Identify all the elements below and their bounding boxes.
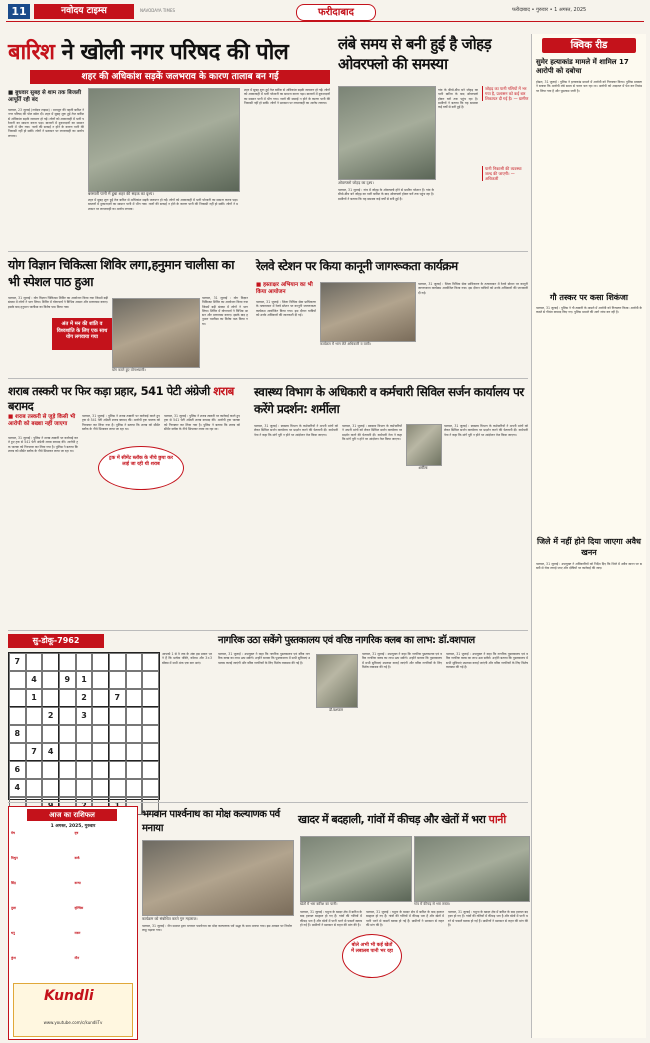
horoscope-date: 1 अगस्त, 2025, गुरुवार: [50, 824, 96, 829]
sudoku-cell: [109, 725, 126, 743]
divider-4: [8, 802, 528, 803]
liquor-bubble: ट्रक में सीमेंट ब्लॉक के नीचे छुपा कर लाई जा रही थी शराब: [98, 446, 184, 490]
yoga-body-col2: पलवल, 31 जुलाई : योग विज्ञान चिकित्सा शिविर का आयोजन किया गया जिसमें बड़ी संख्या में लोगों ने भाग लिया। शिविर में योगाचार्य ने विभिन्न आसन और प्राणायाम कराए। इसके बाद हनुमान चालीसा का विशेष पाठ किया गया।: [202, 296, 248, 326]
library-body: पलवल, 31 जुलाई : उपायुक्त ने कहा कि नागरिक पुस्तकालय एवं वरिष्ठ नागरिक क्लब का लाभ उठा सकेंगे। उन्होंने बताया कि पुस्तकालय में सभी सुविधाएं उपलब्ध कराई जाएंगी और वरिष्ठ नागरिकों के लिए विशेष व्यवस्था की गई है।: [218, 652, 310, 665]
library-photo-caption: डॉ.वशपाल: [329, 708, 343, 712]
sudoku-cell: [42, 761, 59, 779]
zodiac-sign: [75, 931, 136, 956]
lead-body-col1: पलवल, 23 जुलाई (नवोदय टाइम्स) : मानसून की पहली बारिश ने नगर परिषद की पोल खोल दी। शहर में सुबह शुरू हुई तेज बारिश से अधिकांश सड़कें जलमग्न हो गईं। लोगों को आवाजाही में भारी परेशानी का सामना करना पड़ा। बाजारों में दुकानदारों का सामान पानी में भीग गया। नालों की सफाई न होने के कारण पानी की निकासी नहीं हो सकी। लोगों ने प्रशासन पर लापरवाही का आरोप लगाया।: [8, 108, 84, 138]
zodiac-sign: [75, 881, 136, 906]
yoga-headline: योग विज्ञान चिकित्सा शिविर लगा,हनुमान चालीसा का भी स्पेशल पाठ हुआ: [8, 257, 234, 289]
sudoku-grid: [8, 652, 160, 800]
sudoku-cell: 1: [26, 689, 43, 707]
health-photo: [406, 424, 442, 466]
liquor-headline-end: बरामद: [8, 399, 34, 413]
sudoku-cell: [26, 725, 43, 743]
liquor-body-col3: पलवल, 31 जुलाई : पुलिस ने शराब तस्करी पर कार्रवाई करते हुए ट्रक से 541 पेटी अंग्रेजी शराब बरामद की। आरोपी ट्रक चालक को गिरफ्तार कर लिया गया है। पुलिस ने बताया कि शराब को सीमेंट ब्लॉक के नीचे छिपाकर लाया जा रहा था।: [164, 414, 240, 431]
zodiac-sign-name: सिंह: [11, 881, 16, 885]
sudoku-cell: [126, 671, 143, 689]
lead-headline: [8, 40, 330, 66]
sudoku-cell: [9, 671, 26, 689]
sudoku-cell: 8: [9, 725, 26, 743]
health-headline: स्वास्थ्य विभाग के अधिकारी व कर्मचारी सिविल सर्जन कार्यालय पर करेंगे प्रदर्शन: शर्मीला: [254, 385, 524, 416]
sudoku-cell: [92, 761, 109, 779]
zodiac-sign: [75, 856, 136, 881]
sudoku-cell: [92, 689, 109, 707]
sudoku-cell: [126, 743, 143, 761]
zodiac-sign: [11, 856, 72, 881]
sudoku-cell: [76, 743, 93, 761]
sudoku-cell: [109, 743, 126, 761]
railway-body-col2: पलवल, 31 जुलाई : जिला विधिक सेवा प्राधिकरण के तत्वावधान में रेलवे स्टेशन पर कानूनी जागरूकता कार्यक्रम आयोजित किया गया। इस दौरान यात्रियों को उनके अधिकारों की जानकारी दी गई।: [418, 282, 528, 295]
sudoku-cell: [26, 761, 43, 779]
lead-headline-rest: ने खोली नगर परिषद की पोल: [54, 40, 289, 65]
sudoku-cell: [42, 653, 59, 671]
flood-headline-text: खादर में बदहाली, गांवों में कीचड़ और खेतों में भरा: [298, 813, 489, 826]
zodiac-sign-name: कन्या: [74, 881, 81, 885]
zodiac-sign: [11, 881, 72, 906]
sudoku-cell: [126, 725, 143, 743]
health-body-col2: पलवल, 31 जुलाई : स्वास्थ्य विभाग के कर्मचारियों ने अपनी मांगों को लेकर सिविल सर्जन कार्यालय पर प्रदर्शन करने की चेतावनी दी। कर्मचारी नेता ने कहा कि मांगें पूरी न होने पर आंदोलन तेज किया जाएगा।: [342, 424, 402, 441]
zodiac-sign-name: धनु: [11, 931, 15, 935]
sudoku-cell: [9, 689, 26, 707]
liquor-kicker: ■ शराब तस्करी से जुड़े किसी भी आरोपी को बख्शा नहीं जाएगा: [8, 414, 76, 427]
flood-bubble: बोले अभी भी कई खेतों में लबालब पानी भर रहा: [342, 934, 402, 978]
sudoku-cell: [109, 707, 126, 725]
lead-body-col3: शहर में सुबह शुरू हुई तेज बारिश से अधिकांश सड़कें जलमग्न हो गईं। लोगों को आवाजाही में भारी परेशानी का सामना करना पड़ा। बाजारों में दुकानदारों का सामान पानी में भीग गया। नालों की सफाई न होने के कारण पानी की निकासी नहीं हो सकी। लोगों ने प्रशासन पर लापरवाही का आरोप लगाया।: [88, 198, 238, 211]
sudoku-cell: 4: [42, 743, 59, 761]
jain-body: पलवल, 31 जुलाई : जैन समाज द्वारा भगवान पार्श्वनाथ का मोक्ष कल्याणक पर्व श्रद्धा के साथ मनाया गया। इस अवसर पर निर्वाण लाडू चढ़ाया गया।: [142, 924, 292, 933]
flood-headline: [298, 812, 528, 827]
sudoku-cell: [59, 725, 76, 743]
sudoku-note: आपको 1 से 9 तक के अंक इस प्रकार भरने हैं कि प्रत्येक पंक्ति, कॉलम और 3×3 बॉक्स में सभी अंक एक बार आएं।: [162, 652, 212, 665]
johad-headline: लंबे समय से बनी हुई है जोहड़ ओवरफ्लो की समस्या: [338, 35, 492, 73]
flood-photo-1-caption: खेतों में भरा बारिश का पानी।: [300, 902, 338, 906]
sudoku-cell: [76, 653, 93, 671]
johad-body-col2: गांव के बीचो-बीच बने जोहड़ का पानी बारिश के बाद ओवरफ्लो होकर घरों तक पहुंच रहा है। ग्रामीणों ने बताया कि यह समस्या कई वर्षों से बनी हुई है।: [438, 88, 478, 110]
sudoku-cell: [92, 743, 109, 761]
zodiac-sign-name: मेष: [11, 831, 15, 835]
zodiac-sign-name: वृष: [74, 831, 79, 835]
sudoku-cell: [9, 707, 26, 725]
sudoku-cell: [59, 761, 76, 779]
johad-quote-1: जोहड़ का पानी गलियों में भर गया है, प्रशासन को कई बार शिकायत दी गई है। — ग्रामीण: [482, 86, 529, 101]
jain-photo-caption: कार्यक्रम को संबोधित करते गुरु महाराज।: [142, 916, 198, 921]
quick-story-2-title: गौ तस्कर पर कसा शिकंजा: [550, 293, 628, 302]
railway-kicker: ■ हस्ताक्षर अभियान का भी किया आयोजन: [256, 282, 313, 295]
liquor-body: पलवल, 31 जुलाई : पुलिस ने शराब तस्करी पर कार्रवाई करते हुए ट्रक से 541 पेटी अंग्रेजी शराब बरामद की। आरोपी ट्रक चालक को गिरफ्तार कर लिया गया है। पुलिस ने बताया कि शराब को सीमेंट ब्लॉक के नीचे छिपाकर लाया जा रहा था।: [8, 436, 78, 453]
railway-body: पलवल, 31 जुलाई : जिला विधिक सेवा प्राधिकरण के तत्वावधान में रेलवे स्टेशन पर कानूनी जागरूकता कार्यक्रम आयोजित किया गया। इस दौरान यात्रियों को उनके अधिकारों की जानकारी दी गई।: [256, 300, 316, 317]
sudoku-cell: [92, 779, 109, 797]
railway-photo-caption: कार्यक्रम में भाग लेते अधिकारी व यात्री।: [320, 342, 371, 346]
horoscope-header: आज का राशिफल: [27, 809, 117, 821]
sudoku-cell: [109, 653, 126, 671]
sudoku-cell: 7: [26, 743, 43, 761]
quick-story-1-body: होडल, 31 जुलाई : पुलिस ने हत्याकांड मामले में आरोपी को गिरफ्तार किया। पुलिस प्रवक्ता ने बताया कि आरोपी लंबे समय से फरार चल रहा था। आरोपी को अदालत में पेश कर रिमांड पर लिया गया है और पूछताछ जारी है।: [536, 80, 642, 93]
flood-photo-2-caption: गांव में कीचड़ से भरा रास्ता।: [414, 902, 451, 906]
sudoku-cell: [109, 779, 126, 797]
sudoku-cell: [92, 707, 109, 725]
zodiac-sign: [75, 906, 136, 931]
sudoku-cell: 1: [76, 671, 93, 689]
sudoku-cell: [26, 779, 43, 797]
sudoku-cell: [59, 779, 76, 797]
liquor-headline-text: शराब तस्करी पर फिर कड़ा प्रहार, 541 पेटी अंग्रेजी: [8, 384, 214, 398]
lead-body-col2: शहर में सुबह शुरू हुई तेज बारिश से अधिकांश सड़कें जलमग्न हो गईं। लोगों को आवाजाही में भारी परेशानी का सामना करना पड़ा। बाजारों में दुकानदारों का सामान पानी में भीग गया। नालों की सफाई न होने के कारण पानी की निकासी नहीं हो सकी। लोगों ने प्रशासन पर लापरवाही का आरोप लगाया।: [244, 88, 330, 105]
sudoku-cell: [76, 725, 93, 743]
horoscope-box: [8, 806, 138, 1040]
sudoku-cell: [142, 725, 159, 743]
health-body-col3: पलवल, 31 जुलाई : स्वास्थ्य विभाग के कर्मचारियों ने अपनी मांगों को लेकर सिविल सर्जन कार्यालय पर प्रदर्शन करने की चेतावनी दी। कर्मचारी नेता ने कहा कि मांगें पूरी न होने पर आंदोलन तेज किया जाएगा।: [444, 424, 528, 437]
sudoku-cell: [142, 743, 159, 761]
quick-read-column: [531, 34, 646, 1038]
sudoku-cell: [42, 779, 59, 797]
health-photo-caption: शर्मीला: [418, 466, 428, 470]
lead-headline-red: बारिश: [8, 40, 55, 65]
sudoku-cell: [142, 689, 159, 707]
railway-photo: [320, 282, 416, 342]
sudoku-cell: [109, 671, 126, 689]
quick-story-3-body: पलवल, 31 जुलाई : उपायुक्त ने अधिकारियों को निर्देश दिए कि जिले में अवैध खनन पर सख्ती से रोक लगाई जाए और दोषियों पर कार्रवाई की जाए।: [536, 562, 642, 571]
johad-photo-caption: ओवरफ्लो जोहड़ का दृश्य।: [338, 180, 374, 185]
divider-3: [8, 630, 528, 631]
paper-sub: NAVODAYA TIMES: [140, 8, 176, 13]
zodiac-sign: [75, 831, 136, 856]
kundli-ad: [13, 983, 133, 1037]
zodiac-sign-name: कुंभ: [11, 956, 16, 960]
sudoku-cell: [126, 779, 143, 797]
sudoku-cell: 3: [76, 707, 93, 725]
zodiac-sign: [11, 931, 72, 956]
sudoku-cell: [92, 671, 109, 689]
flood-photo-2: [414, 836, 530, 902]
sudoku-cell: 4: [9, 779, 26, 797]
sudoku-cell: [126, 653, 143, 671]
sudoku-cell: [9, 743, 26, 761]
sudoku-cell: [59, 743, 76, 761]
johad-photo: [338, 86, 436, 180]
johad-body: पलवल, 31 जुलाई : गांव में जोहड़ के ओवरफ्लो होने से ग्रामीण परेशान हैं। गांव के बीचो-बीच बने जोहड़ का पानी बारिश के बाद ओवरफ्लो होकर घरों तक पहुंच रहा है। ग्रामीणों ने बताया कि यह समस्या कई वर्षों से बनी हुई है।: [338, 188, 434, 201]
sudoku-cell: 2: [42, 707, 59, 725]
yoga-photo-caption: योग करते हुए योगाभ्यासी।: [112, 368, 146, 372]
lead-photo: [88, 88, 240, 192]
johad-quote-2: पानी निकासी की व्यवस्था जल्द की जाएगी। — अधिकारी: [482, 166, 529, 181]
sudoku-cell: [26, 707, 43, 725]
lead-banner: शहर की अधिकांश सड़कें जलभराव के कारण तालाब बन गईं: [30, 70, 330, 84]
sudoku-cell: [42, 725, 59, 743]
library-body-col2: पलवल, 31 जुलाई : उपायुक्त ने कहा कि नागरिक पुस्तकालय एवं वरिष्ठ नागरिक क्लब का लाभ उठा सकेंगे। उन्होंने बताया कि पुस्तकालय में सभी सुविधाएं उपलब्ध कराई जाएंगी और वरिष्ठ नागरिकों के लिए विशेष व्यवस्था की गई है।: [362, 652, 442, 669]
zodiac-sign-name: मीन: [74, 956, 80, 960]
quick-story-3-title: जिले में नहीं होने दिया जाएगा अवैध खनन: [537, 537, 641, 557]
flood-photo-1: [300, 836, 412, 902]
sudoku-cell: [92, 725, 109, 743]
liquor-headline: [8, 384, 240, 414]
masthead-rule: [6, 21, 644, 22]
zodiac-sign-name: कर्क: [74, 856, 80, 860]
zodiac-sign: [11, 906, 72, 931]
sudoku-cell: 4: [26, 671, 43, 689]
sudoku-cell: 7: [9, 653, 26, 671]
zodiac-sign-name: तुला: [11, 906, 16, 910]
zodiac-sign-name: मिथुन: [11, 856, 18, 860]
paper-name: नवोदय टाइम्स: [34, 4, 134, 19]
sudoku-cell: [142, 653, 159, 671]
flood-headline-red: पानी: [488, 813, 506, 826]
health-body: पलवल, 31 जुलाई : स्वास्थ्य विभाग के कर्मचारियों ने अपनी मांगों को लेकर सिविल सर्जन कार्यालय पर प्रदर्शन करने की चेतावनी दी। कर्मचारी नेता ने कहा कि मांगें पूरी न होने पर आंदोलन तेज किया जाएगा।: [254, 424, 338, 437]
zodiac-sign: [11, 831, 72, 856]
divider-1: [8, 251, 528, 252]
sudoku-cell: 7: [109, 689, 126, 707]
library-body-col3: पलवल, 31 जुलाई : उपायुक्त ने कहा कि नागरिक पुस्तकालय एवं वरिष्ठ नागरिक क्लब का लाभ उठा सकेंगे। उन्होंने बताया कि पुस्तकालय में सभी सुविधाएं उपलब्ध कराई जाएंगी और वरिष्ठ नागरिकों के लिए विशेष व्यवस्था की गई है।: [446, 652, 528, 669]
liquor-headline-red: शराब: [213, 384, 234, 398]
lead-photo-caption: बरसाती पानी में डूबा शहर की सड़क का दृश्य।: [88, 191, 154, 196]
kundli-url[interactable]: www.youtube.com/c/kundliTv: [43, 1020, 103, 1025]
sudoku-cell: [76, 779, 93, 797]
lead-subhead: ■ बुधवार सुबह से शाम तक बिजली आपूर्ति रही बंद: [8, 90, 82, 103]
sudoku-cell: [109, 761, 126, 779]
masthead: [0, 0, 650, 22]
edition-line: फरीदाबाद • गुरुवार • 1 अगस्त, 2025: [512, 7, 587, 13]
sudoku-cell: [92, 653, 109, 671]
zodiac-sign: [11, 956, 72, 981]
railway-headline: रेलवे स्टेशन पर किया कानूनी जागरूकता कार्यक्रम: [256, 259, 458, 273]
yoga-body: पलवल, 31 जुलाई : योग विज्ञान चिकित्सा शिविर का आयोजन किया गया जिसमें बड़ी संख्या में लोगों ने भाग लिया। शिविर में योगाचार्य ने विभिन्न आसन और प्राणायाम कराए। इसके बाद हनुमान चालीसा का विशेष पाठ किया गया।: [8, 296, 108, 309]
quick-story-2-body: पलवल, 31 जुलाई : पुलिस ने गौ तस्करी के मामले में आरोपी को गिरफ्तार किया। आरोपी के कब्जे से गौवंश बरामद किए गए। पुलिस मामले की आगे जांच कर रही है।: [536, 306, 642, 315]
sudoku-cell: 6: [9, 761, 26, 779]
jain-headline: भगवान पार्श्वनाथ का मोक्ष कल्याणक पर्व मनाया: [142, 809, 280, 834]
quick-story-1-title: सुमेर हत्याकांड मामले में शामिल 17 आरोपी को दबोचा: [536, 58, 629, 75]
liquor-body-col2: पलवल, 31 जुलाई : पुलिस ने शराब तस्करी पर कार्रवाई करते हुए ट्रक से 541 पेटी अंग्रेजी शराब बरामद की। आरोपी ट्रक चालक को गिरफ्तार कर लिया गया है। पुलिस ने बताया कि शराब को सीमेंट ब्लॉक के नीचे छिपाकर लाया जा रहा था।: [82, 414, 160, 431]
divider-2: [8, 378, 528, 379]
quick-read-header: क्विक रीड: [542, 38, 636, 53]
sudoku-cell: [142, 707, 159, 725]
library-headline: नागरिक उठा सकेंगे पुस्तकालय एवं वरिष्ठ नागरिक क्लब का लाभ: डॉ.वशपाल: [218, 635, 475, 646]
zodiac-sign-name: वृश्चिक: [74, 906, 84, 910]
sudoku-cell: [126, 689, 143, 707]
library-photo: [316, 654, 358, 708]
sudoku-cell: [42, 689, 59, 707]
page-number: 11: [8, 4, 30, 19]
zodiac-sign: [75, 956, 136, 981]
sudoku-cell: [76, 761, 93, 779]
zodiac-sign-name: मकर: [74, 931, 81, 935]
sudoku-cell: [59, 653, 76, 671]
sudoku-cell: [59, 707, 76, 725]
sudoku-cell: [42, 671, 59, 689]
flood-body-col3: पलवल, 31 जुलाई : यमुना के खादर क्षेत्र में बारिश के बाद हालात बदहाल हो गए हैं। गांवों की गलियों में कीचड़ भरा है और खेतों में पानी भरने से फसलें खराब हो गई हैं। ग्रामीणों ने प्रशासन से राहत की मांग की है।: [448, 910, 528, 927]
sudoku-cell: [142, 761, 159, 779]
sudoku-cell: [26, 653, 43, 671]
jain-photo: [142, 840, 294, 916]
sudoku-cell: 9: [59, 671, 76, 689]
kundli-logo: Kundli: [44, 988, 94, 1004]
zodiac-list: [11, 831, 135, 981]
sudoku-cell: [59, 689, 76, 707]
sudoku-cell: [126, 707, 143, 725]
sudoku-cell: [142, 779, 159, 797]
sudoku-cell: [126, 761, 143, 779]
sudoku-cell: [142, 671, 159, 689]
sudoku-label: सु-डोकू-7962: [8, 634, 104, 648]
yoga-photo: [112, 298, 200, 368]
flood-body-col2: पलवल, 31 जुलाई : यमुना के खादर क्षेत्र में बारिश के बाद हालात बदहाल हो गए हैं। गांवों की गलियों में कीचड़ भरा है और खेतों में पानी भरने से फसलें खराब हो गई हैं। ग्रामीणों ने प्रशासन से राहत की मांग की है।: [366, 910, 444, 927]
section-name: फरीदाबाद: [296, 4, 376, 21]
flood-body: पलवल, 31 जुलाई : यमुना के खादर क्षेत्र में बारिश के बाद हालात बदहाल हो गए हैं। गांवों की गलियों में कीचड़ भरा है और खेतों में पानी भरने से फसलें खराब हो गई हैं। ग्रामीणों ने प्रशासन से राहत की मांग की है।: [300, 910, 362, 927]
yoga-box: अंत में मन की शांति व विश्वशांति के लिए एक साथ योग लगवाया गया: [52, 318, 112, 350]
sudoku-cell: 2: [76, 689, 93, 707]
